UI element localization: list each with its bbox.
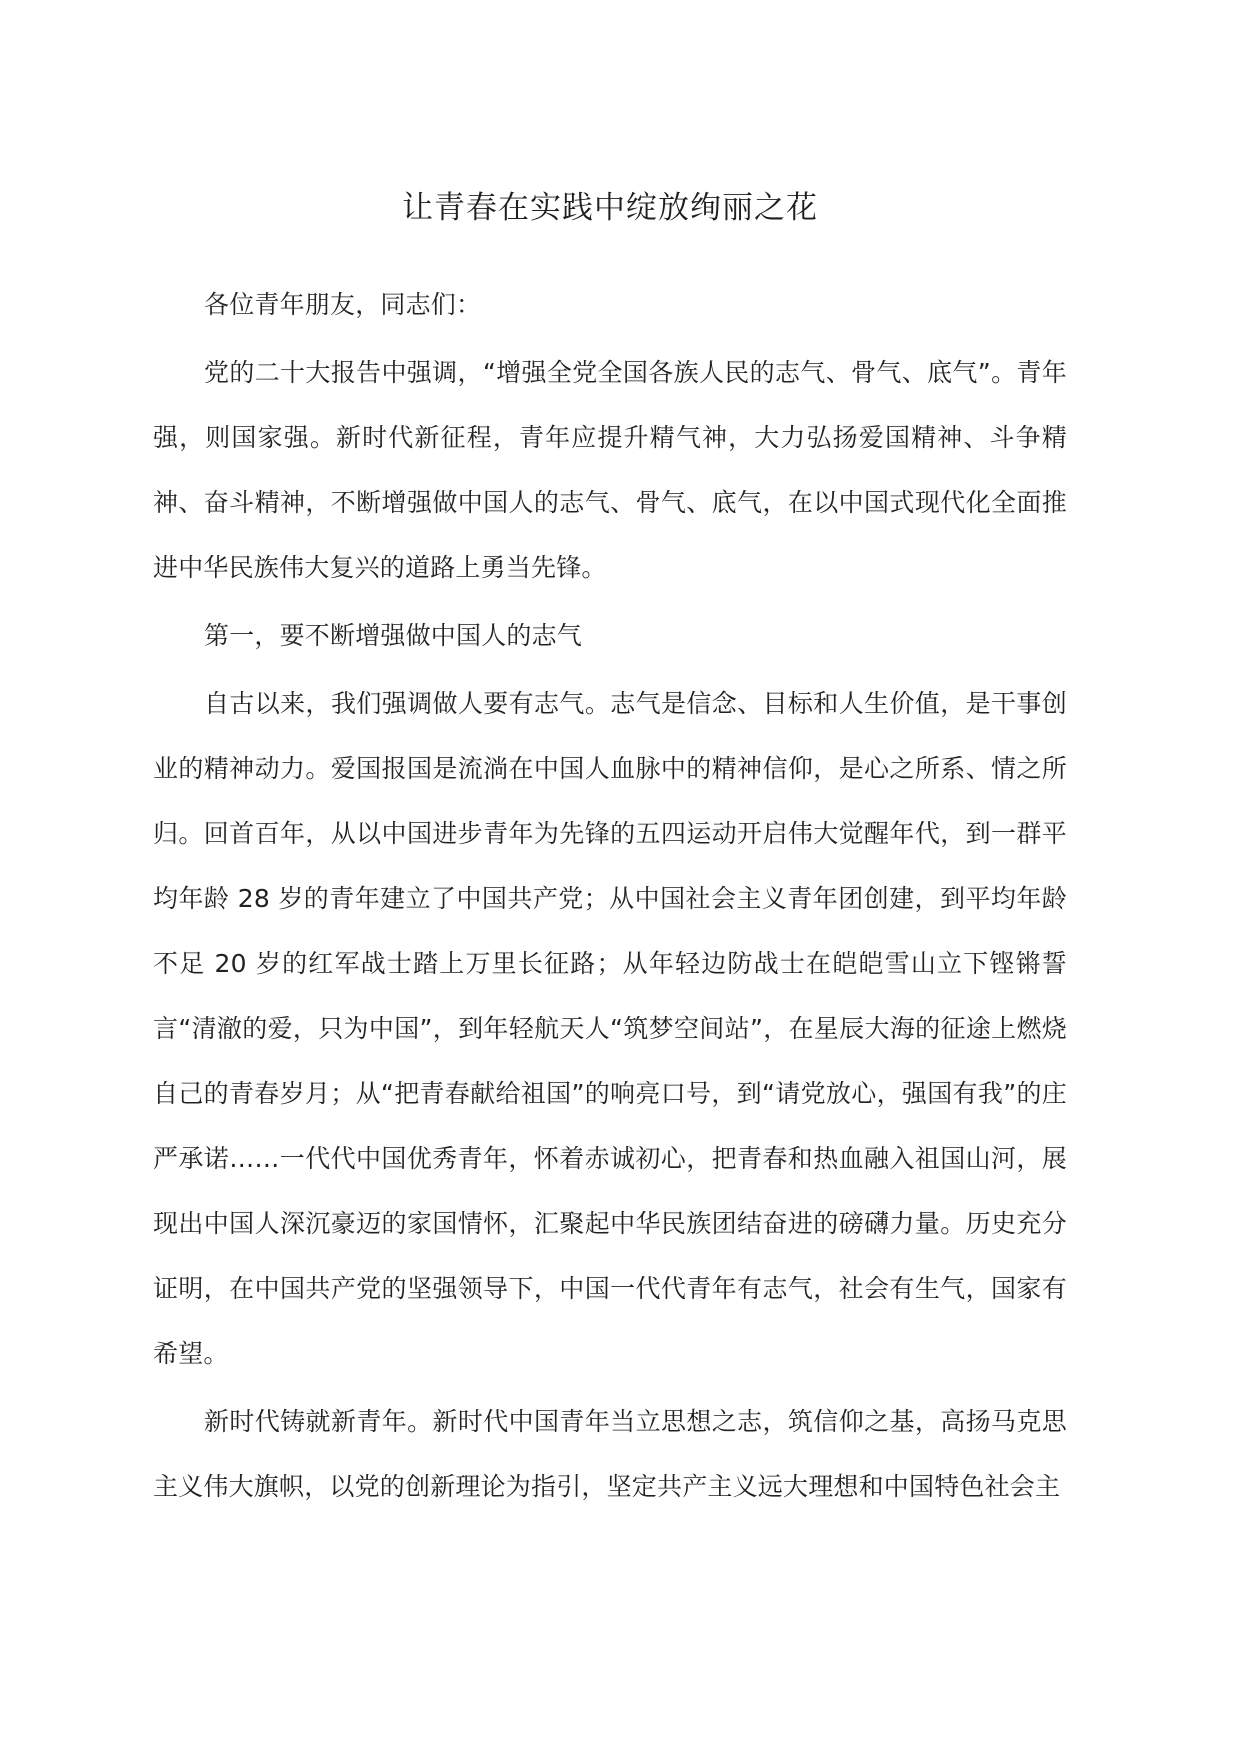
body-paragraph: 自古以来，我们强调做人要有志气。志气是信念、目标和人生价值，是干事创业的精神动力。爱国报国是流淌在中国人血脉中的精神信仰，是心之所系、情之所归。回首百年，从以中国进步青年为先锋的五四运动开启伟大觉醒年代，到一群平均年龄 28 岁的青年建立了中国共产党；从中国社会主义青年团创建，到平均年龄不足 20 岁的红军战士踏上万里长征路；从年轻边防战士在皑皑雪山立下铿锵誓言“清澈的爱，只为中国”，到年轻航天人“筑梦空间站”，在星辰大海的征途上燃烧自己的青春岁月；从“把青春献给祖国”的响亮口号，到“请党放心，强国有我”的庄严承诺……一代代中国优秀青年，怀着赤诚初心，把青春和热血融入祖国山河，展现出中国人深沉豪迈的家国情怀，汇聚起中华民族团结奋进的磅礴力量。历史充分证明，在中国共产党的坚强领导下，中国一代代青年有志气，社会有生气，国家有希望。 — [153, 689, 1067, 1368]
body-paragraph: 党的二十大报告中强调，“增强全党全国各族人民的志气、骨气、底气”。青年强，则国家强。新时代新征程，青年应提升精气神，大力弘扬爱国精神、斗争精神、奋斗精神，不断增强做中国人的志气、骨气、底气，在以中国式现代化全面推进中华民族伟大复兴的道路上勇当先锋。 — [153, 358, 1067, 582]
section-heading: 第一，要不断增强做中国人的志气 — [204, 621, 583, 650]
greeting-paragraph: 各位青年朋友，同志们： — [204, 290, 482, 319]
document-page — [153, 188, 1067, 1522]
body-paragraph: 新时代铸就新青年。新时代中国青年当立思想之志，筑信仰之基，高扬马克思主义伟大旗帜，以党的创新理论为指引，坚定共产主义远大理想和中国特色社会主 — [153, 1407, 1067, 1501]
document-title: 让青春在实践中绽放绚丽之花 — [402, 190, 818, 226]
